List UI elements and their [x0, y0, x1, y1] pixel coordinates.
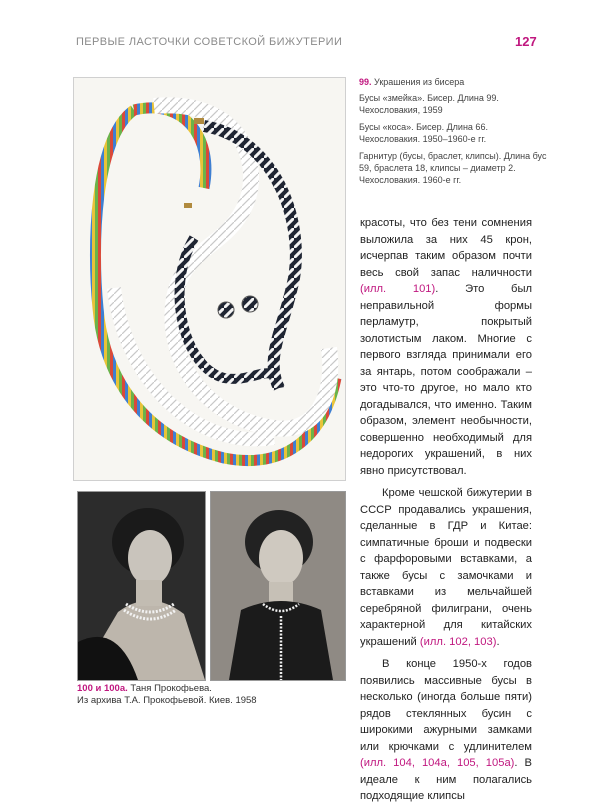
caption-text: Таня Прокофьева.: [127, 683, 212, 694]
paragraph-1: [360, 215, 532, 479]
caption-99-title: [359, 76, 549, 88]
woman-portrait-image: [211, 492, 345, 680]
caption-100-line1: [77, 683, 347, 695]
illustration-reference: (илл. 104, 104а, 105, 105а): [360, 757, 515, 769]
running-title: ПЕРВЫЕ ЛАСТОЧКИ СОВЕТСКОЙ БИЖУТЕРИИ: [76, 36, 343, 48]
caption-number: 100 и 100а.: [77, 683, 128, 694]
paragraph-2: [360, 485, 532, 650]
paragraph-text: .: [496, 635, 500, 648]
paragraph-text: . Это был неправильной формы перламутр, покрытый золотистым лаком. Многие с первого взгляда принимали его за янтарь, потом соображали – это что-то другое, но мало кто догадывался, что именно. Таким образом, элемент необычности, совершенно необходимый для недорогих украшений, в них явно присутствовал.: [360, 283, 533, 477]
main-text-column: [360, 215, 532, 811]
paragraph-text: В конце 1950-х годов появились массивные бусы в несколько (иногда больше пяти) рядов стеклянных бусин с широкими ажурными замками или крючками с удлинителем: [360, 658, 532, 753]
paragraph-3: [360, 656, 532, 805]
portrait-photo-100a: [210, 491, 346, 681]
beaded-jewelry-photo: [73, 77, 346, 481]
caption-number: 99.: [359, 77, 372, 87]
page-header: [0, 28, 600, 56]
caption-item: Бусы «коса». Бисер. Длина 66. Чехословакия. 1950–1960-е гг.: [359, 122, 488, 144]
caption-title-text: Украшения из бисера: [371, 77, 465, 87]
caption-item: Гарнитур (бусы, браслет, клипсы). Длина бус 59, браслета 18, клипсы – диаметр 2. Чехословакия. 1960-е гг.: [359, 151, 547, 185]
paragraph-text: Кроме чешской бижутерии в СССР продавались украшения, сделанные в ГДР и Китае: симпатичные броши и подвески с фарфоровыми вставками, а также бусы с замочками и вставками из мельчайшей серебряной филиграни, очень характерной для китайских украшений: [360, 487, 532, 648]
paragraph-text: красоты, что без тени сомнения выложила за них 45 крон, исчерпав таким образом почти весь свой запас наличности: [360, 217, 532, 279]
caption-100-line2: Из архива Т.А. Прокофьевой. Киев. 1958: [77, 695, 257, 706]
caption-item: Бусы «змейка». Бисер. Длина 99. Чехословакия, 1959: [359, 93, 499, 115]
caption-100: [77, 683, 347, 707]
beaded-jewelry-image: [74, 78, 345, 480]
illustration-reference: (илл. 101): [360, 283, 436, 295]
page-number: 127: [515, 34, 537, 49]
illustration-reference: (илл. 102, 103): [419, 635, 497, 648]
woman-portrait-image: [78, 492, 205, 680]
paragraph-text: . В идеале к ним полагались подходящие клипсы: [360, 757, 533, 802]
portrait-photo-100: [77, 491, 206, 681]
caption-99: [359, 76, 549, 191]
